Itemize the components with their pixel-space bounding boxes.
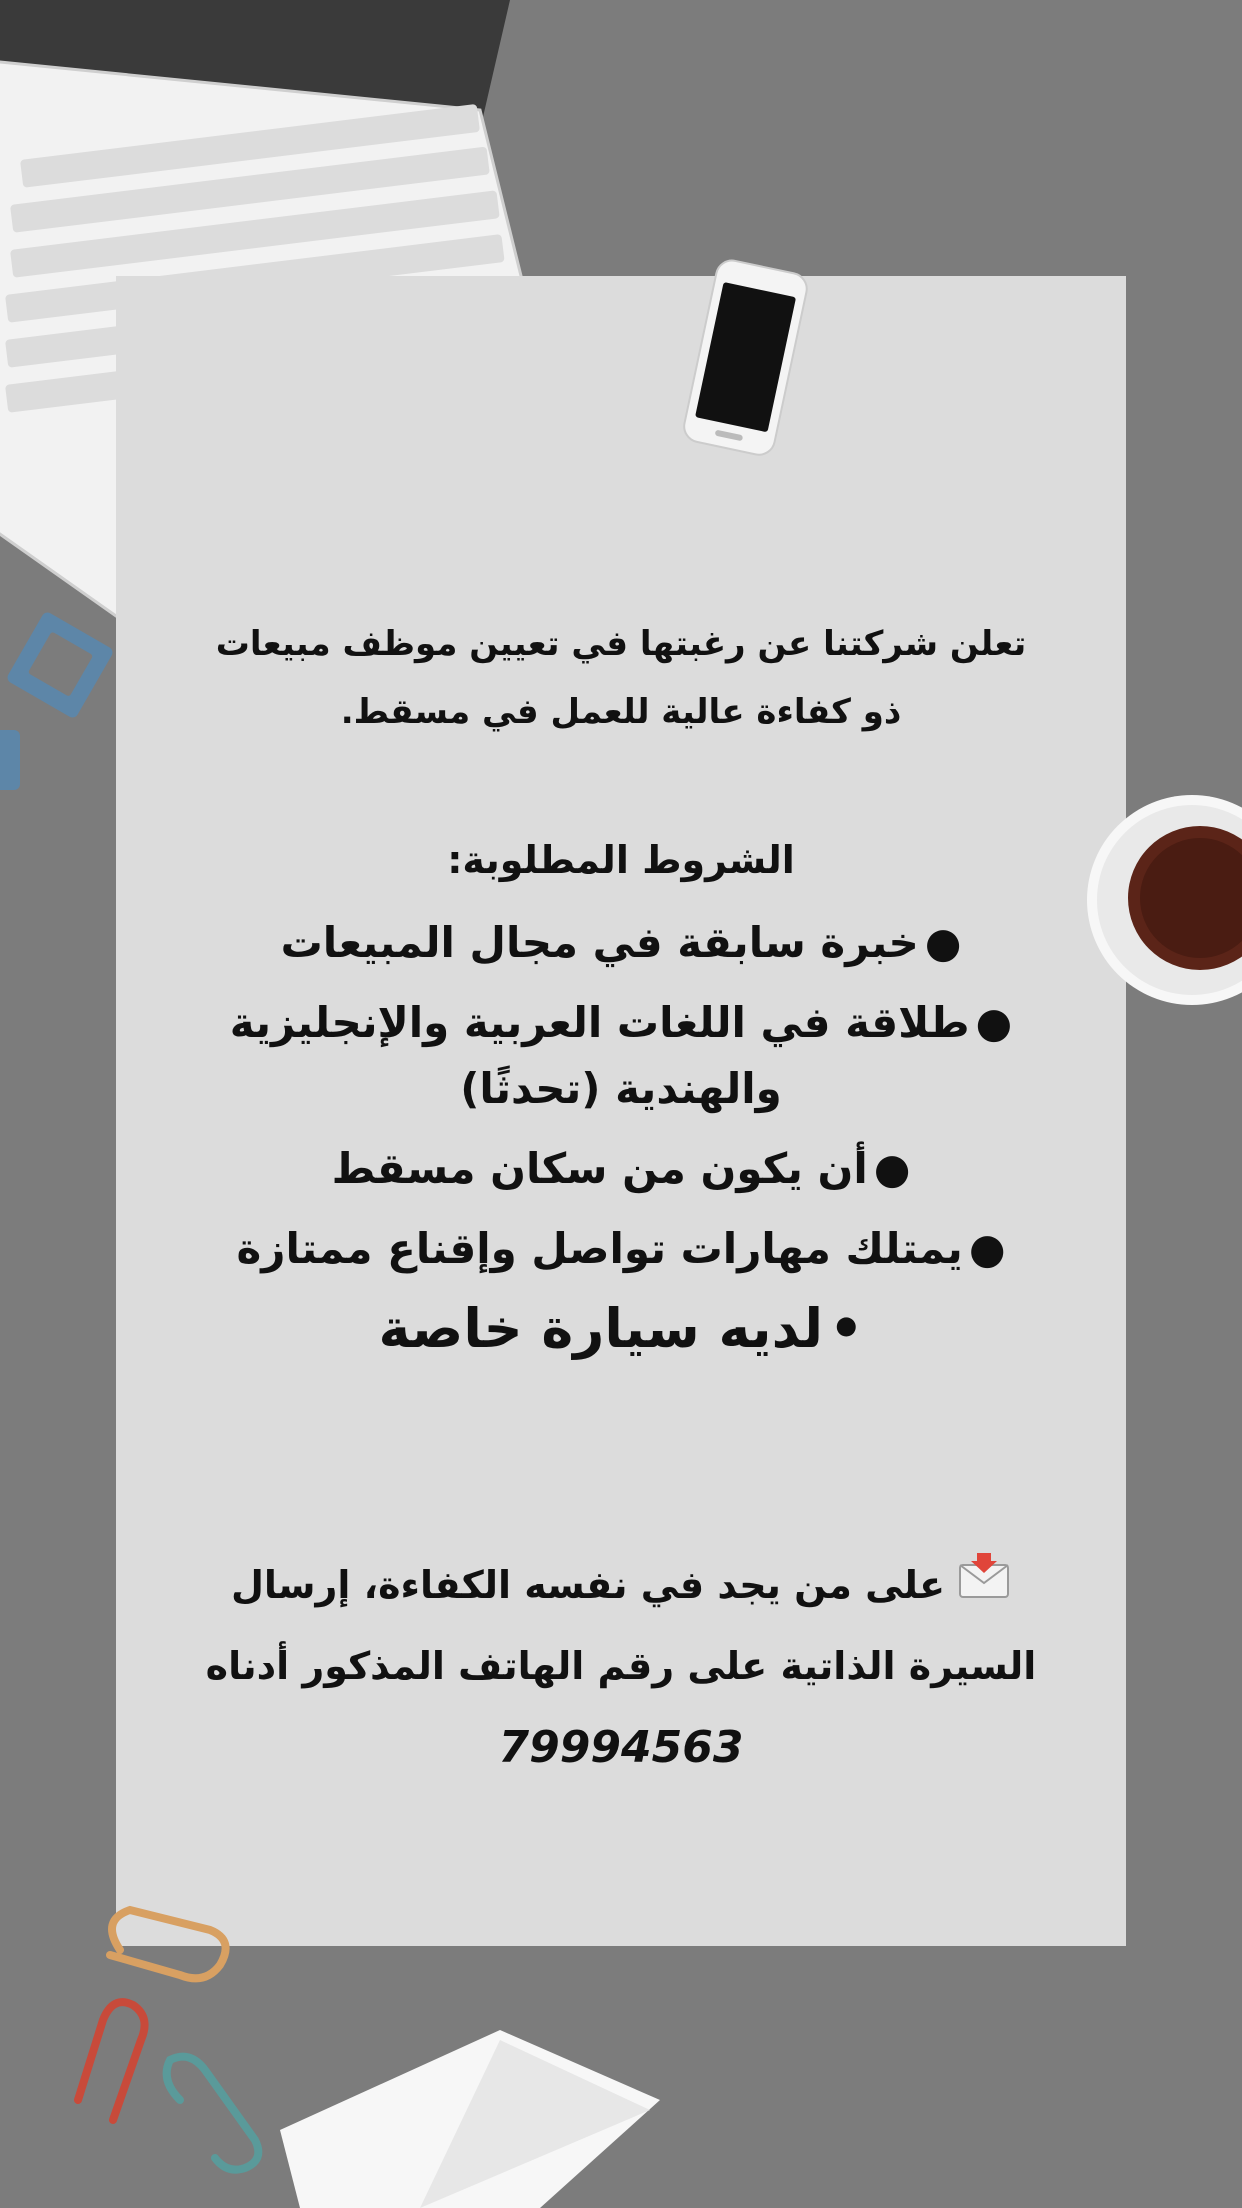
envelope-icon: [280, 2030, 660, 2208]
bullet: •: [829, 1297, 864, 1360]
job-ad-text: [116, 610, 1126, 1787]
requirement-text: لديه سيارة خاصة: [378, 1297, 824, 1360]
requirement-text: يمتلك مهارات تواصل وإقناع ممتازة: [236, 1224, 963, 1273]
intro-line-1: تعلن شركتنا عن رغبتها في تعيين موظف مبيعات: [215, 624, 1027, 664]
requirement-text: أن يكون من سكان مسقط: [331, 1144, 868, 1193]
phone-number: 79994563: [498, 1721, 744, 1773]
intro-line-2: ذو كفاءة عالية للعمل في مسقط.: [340, 692, 902, 732]
apply-line-1: على من يجد في نفسه الكفاءة، إرسال: [230, 1563, 946, 1607]
bullet: ●: [924, 918, 962, 967]
requirements-list: [116, 910, 1126, 1362]
bullet: ●: [873, 1144, 911, 1193]
list-item: [116, 1296, 1126, 1362]
bullet: ●: [968, 1224, 1006, 1273]
paperclip-icon: [78, 2002, 145, 2120]
bullet: ●: [975, 998, 1013, 1047]
list-item: [116, 990, 1126, 1122]
envelope-arrow-icon: [957, 1549, 1011, 1627]
paperclip-icon: [167, 2057, 259, 2170]
requirements-heading: الشروط المطلوبة:: [447, 838, 795, 882]
requirement-text: طلاقة في اللغات العربية والإنجليزية والهندية (تحدثًا): [229, 998, 970, 1113]
list-item: [116, 1136, 1126, 1202]
apply-instructions: [156, 1546, 1086, 1787]
apply-line-2: السيرة الذاتية على رقم الهاتف المذكور أدناه: [205, 1643, 1037, 1688]
list-item: [116, 1216, 1126, 1282]
intro-text: [116, 610, 1126, 746]
list-item: [116, 910, 1126, 976]
binder-clip-icon: [0, 610, 115, 790]
requirement-text: خبرة سابقة في مجال المبيعات: [280, 918, 919, 967]
